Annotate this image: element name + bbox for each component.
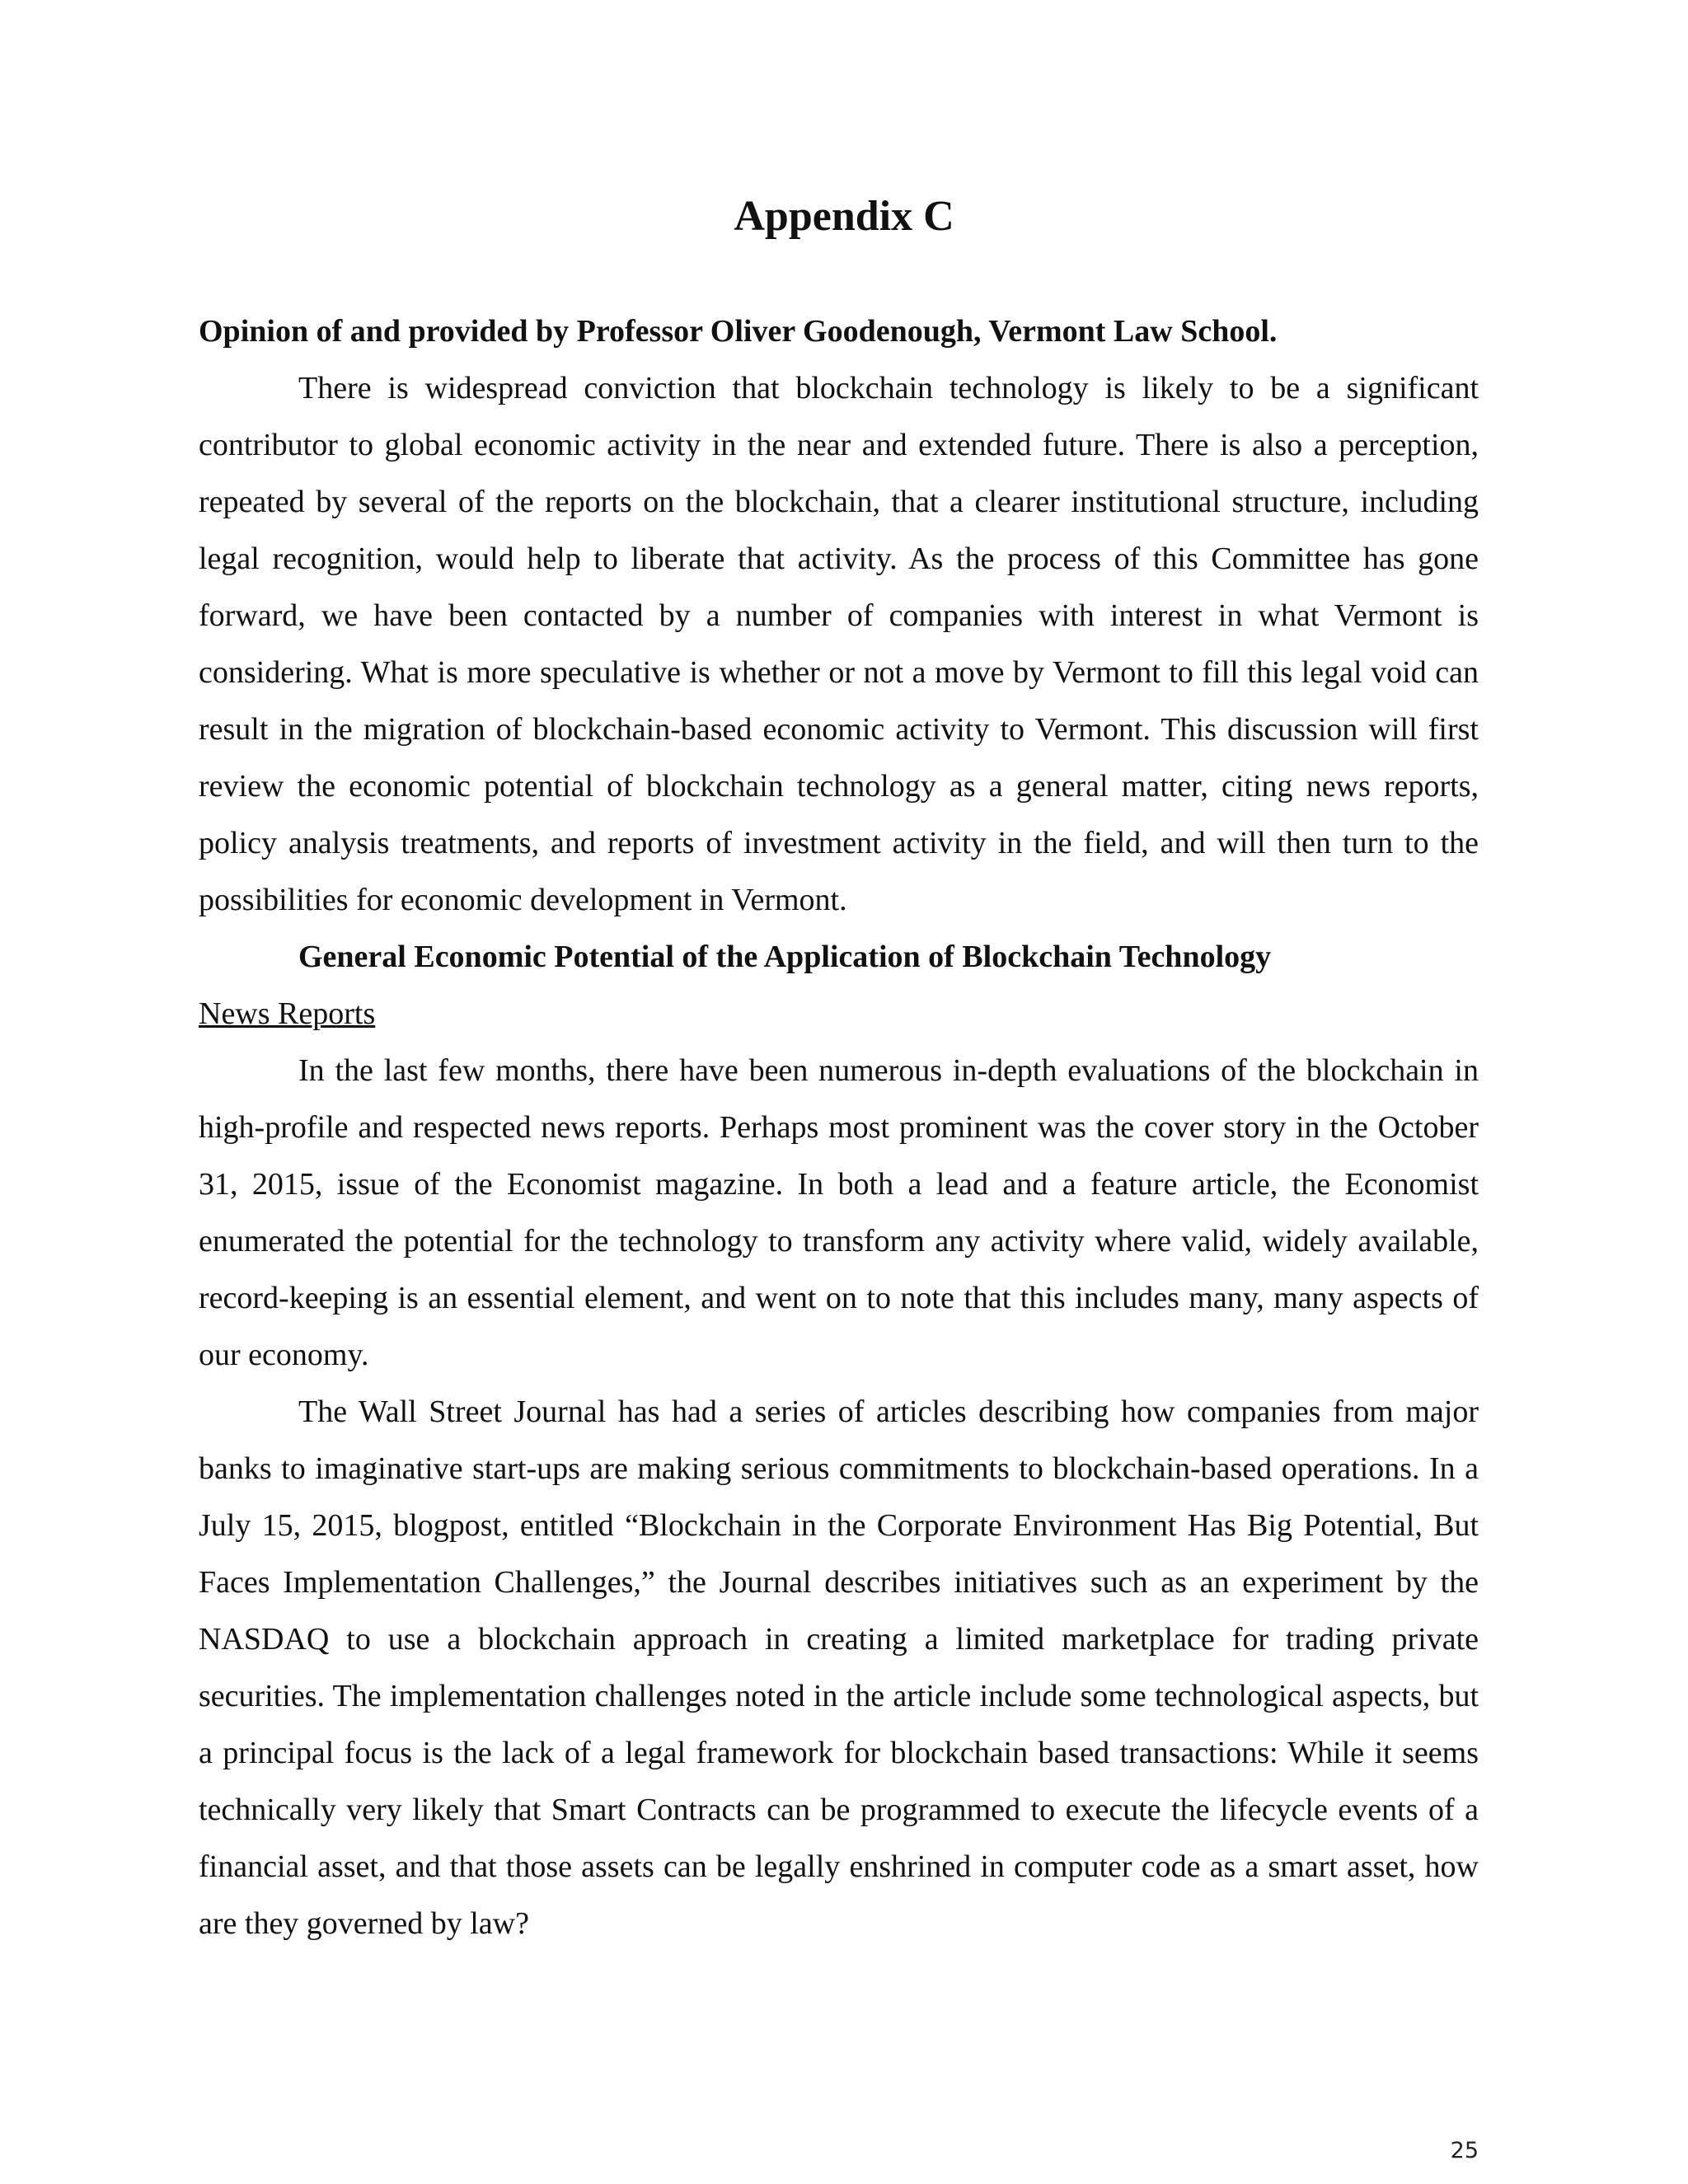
author-byline: Opinion of and provided by Professor Oliver Goodenough, Vermont Law School.: [199, 314, 1278, 349]
economist-paragraph: In the last few months, there have been numerous in-depth evaluations of the blockchain in high-profile and respected news reports. Perhaps most prominent was the cover story in the October 31, 2015, issue of the Economist magazine. In both a lead and a feature article, the Economist enumerated the potential for the technology to transform any activity where valid, widely available, record-keeping is an essential element, and went on to note that this includes many, many aspects of our economy.: [199, 1053, 1479, 1372]
page-title: Appendix C: [734, 193, 954, 240]
subsection-heading: News Reports: [199, 996, 376, 1031]
wsj-paragraph: The Wall Street Journal has had a series of articles describing how companies from major banks to imaginative start-ups are making serious commitments to blockchain-based operations. In a July 15, 2015, blogpost, entitled “Blockchain in the Corporate Environment Has Big Potential, But Faces Implementation Challenges,” the Journal describes initiatives such as an experiment by the NASDAQ to use a blockchain approach in creating a limited marketplace for trading private securities. The implementation challenges noted in the article include some technological aspects, but a principal focus is the lack of a legal framework for blockchain based transactions: While it seems technically very likely that Smart Contracts can be programmed to execute the lifecycle events of a financial asset, and that those assets can be legally enshrined in computer code as a smart asset, how are they governed by law?: [199, 1394, 1479, 1941]
intro-paragraph: There is widespread conviction that blockchain technology is likely to be a significant contributor to global economic activity in the near and extended future. There is also a perception, repeated by several of the reports on the blockchain, that a clearer institutional structure, including legal recognition, would help to liberate that activity. As the process of this Committee has gone forward, we have been contacted by a number of companies with interest in what Vermont is considering. What is more speculative is whether or not a move by Vermont to fill this legal void can result in the migration of blockchain-based economic activity to Vermont. This discussion will first review the economic potential of blockchain technology as a general matter, citing news reports, policy analysis treatments, and reports of investment activity in the field, and will then turn to the possibilities for economic development in Vermont.: [199, 371, 1479, 917]
section-heading: General Economic Potential of the Application of Blockchain Technology: [298, 940, 1272, 974]
page-number: 25: [1450, 2138, 1479, 2163]
document-body: [199, 303, 1479, 1952]
